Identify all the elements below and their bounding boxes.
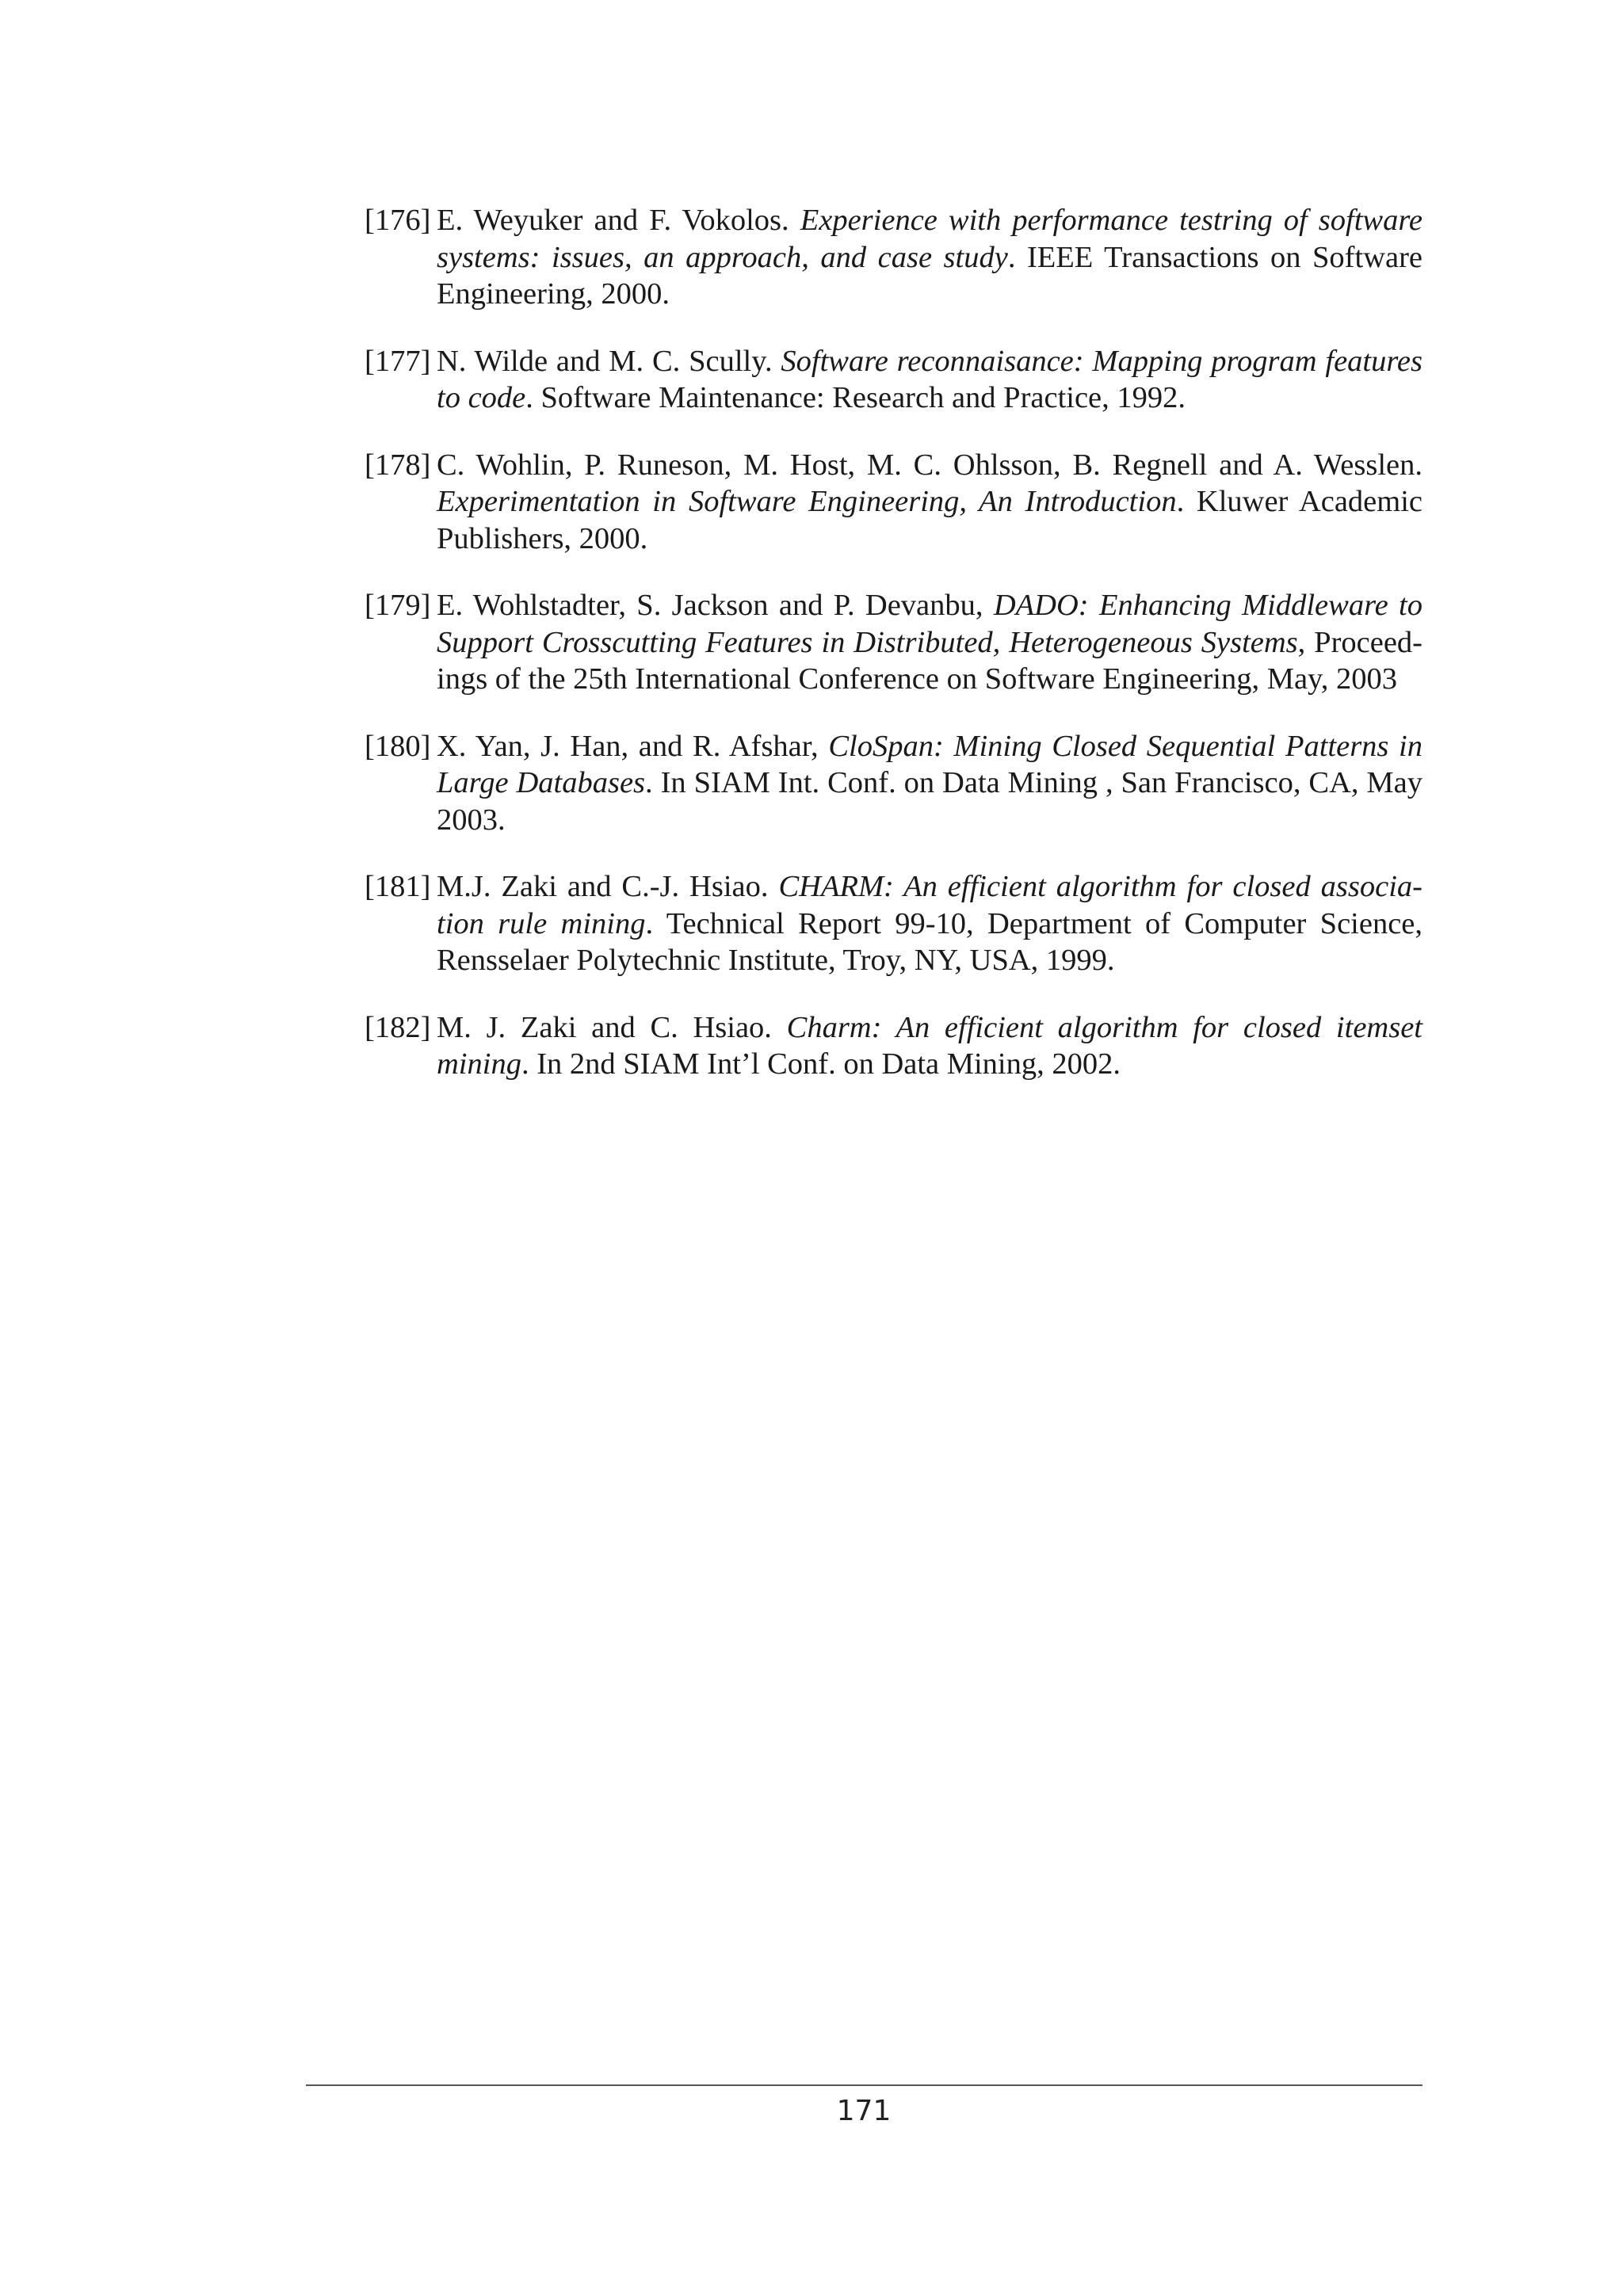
reference-text bbox=[437, 868, 1423, 979]
reference-authors: M. J. Zaki and C. Hsiao. bbox=[437, 1010, 787, 1044]
reference-source: . In SIAM Int. Conf. on Data Mining , San Francisco, CA, May 2003. bbox=[437, 766, 1423, 837]
reference-number: [177] bbox=[365, 344, 431, 378]
reference-title: Experimentation in Software Engineering, An Introduction bbox=[437, 485, 1177, 518]
reference-item bbox=[365, 728, 1423, 839]
reference-authors: C. Wohlin, P. Runeson, M. Host, M. C. Ohlsson, B. Regnell and A. Wesslen. bbox=[437, 448, 1423, 482]
reference-title: CloSpan: Mining Closed Sequential Patterns in Large Databases bbox=[437, 729, 1423, 799]
reference-source: . In 2nd SIAM Int’l Conf. on Data Mining, 2002. bbox=[521, 1047, 1121, 1081]
reference-list bbox=[365, 202, 1423, 1113]
reference-number: [176] bbox=[365, 204, 431, 237]
reference-number: [182] bbox=[365, 1010, 431, 1044]
reference-text bbox=[437, 1009, 1423, 1083]
reference-item bbox=[365, 447, 1423, 558]
reference-item bbox=[365, 202, 1423, 313]
reference-title: Software reconnaisance: Mapping program features to code bbox=[437, 344, 1423, 414]
reference-source: . Technical Report 99-10, Department of Computer Science, Rensselaer Polytechnic Institute, Troy, NY, USA, 1999. bbox=[437, 906, 1423, 977]
reference-item bbox=[365, 868, 1423, 979]
reference-text bbox=[437, 343, 1423, 417]
reference-title: CHARM: An efficient algorithm for closed association rule mining bbox=[437, 870, 1423, 940]
reference-source: . Software Maintenance: Research and Practice, 1992. bbox=[525, 381, 1186, 414]
reference-source: , Proceedings of the 25th International Conference on Software Engineering, May, 2003 bbox=[437, 625, 1423, 696]
reference-number: [178] bbox=[365, 448, 431, 482]
reference-number: [181] bbox=[365, 870, 431, 903]
reference-number: [179] bbox=[365, 589, 431, 622]
reference-text bbox=[437, 728, 1423, 839]
reference-source: . IEEE Transactions on Software Engineering, 2000. bbox=[437, 240, 1423, 311]
reference-authors: M.J. Zaki and C.-J. Hsiao. bbox=[437, 870, 779, 903]
reference-title: Charm: An efficient algorithm for closed itemset mining bbox=[437, 1010, 1423, 1081]
reference-title: Experience with performance testring of software systems: issues, an approach, and case study bbox=[437, 204, 1423, 274]
reference-item bbox=[365, 1009, 1423, 1083]
reference-text bbox=[437, 202, 1423, 313]
reference-authors: X. Yan, J. Han, and R. Afshar, bbox=[437, 729, 829, 763]
reference-text bbox=[437, 447, 1423, 558]
page-number: 171 bbox=[836, 2095, 892, 2127]
reference-number: [180] bbox=[365, 729, 431, 763]
reference-authors: E. Weyuker and F. Vokolos. bbox=[437, 204, 800, 237]
reference-item bbox=[365, 343, 1423, 417]
reference-text bbox=[437, 587, 1423, 698]
reference-source: . Kluwer Academic Publishers, 2000. bbox=[437, 485, 1423, 555]
reference-authors: E. Wohlstadter, S. Jackson and P. Devanbu, bbox=[437, 589, 994, 622]
reference-authors: N. Wilde and M. C. Scully. bbox=[437, 344, 781, 378]
footer-rule bbox=[306, 2084, 1423, 2086]
reference-item bbox=[365, 587, 1423, 698]
reference-title: DADO: Enhancing Middleware to Support Crosscutting Features in Distributed, Heterogeneous Systems bbox=[437, 589, 1423, 659]
